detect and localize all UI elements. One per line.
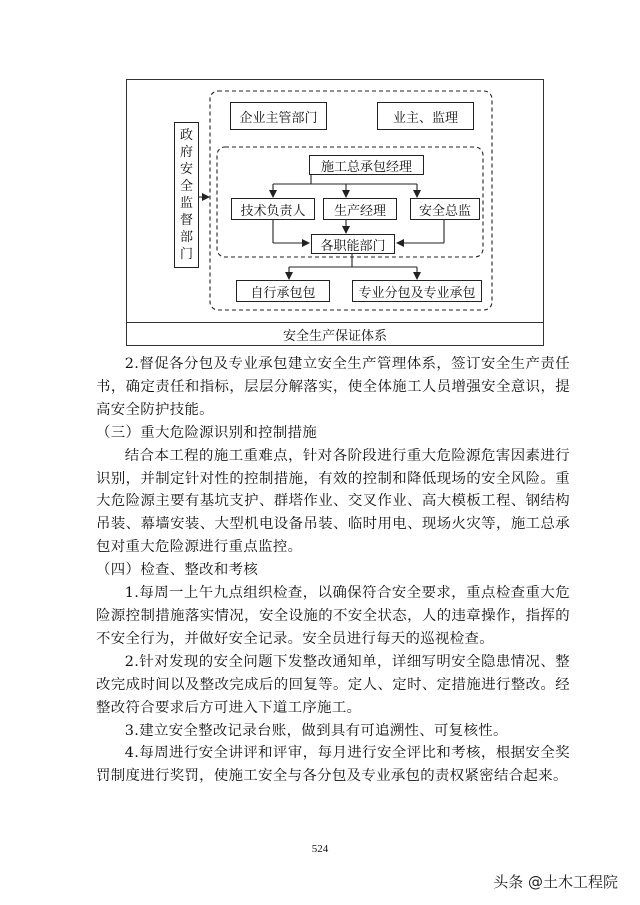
owner-supervisor-label: 业主、监理 [392,110,458,126]
page-number: 524 [311,843,329,855]
safety-chief-label: 安全总监 [418,203,471,219]
safety-system-diagram [126,79,544,346]
diagram-caption [127,322,543,345]
paragraph-6: 4.每周进行安全讲评和评审，每月进行安全评比和考核，根据安全奖罚制度进行奖罚，使施工安全与各分包及专业承包的责权紧密结合起来。 [96,745,570,785]
production-manager-box [323,198,397,220]
paragraph-5: 3.建立安全整改记录台账，做到具有可追溯性、可复核性。 [124,722,508,739]
self-contract-label: 自行承包包 [250,285,316,301]
watermark-label: 头条 @土木工程院 [493,873,618,891]
self-contract-box [236,280,330,302]
tech-lead-box [231,198,315,220]
paragraph-3: 1.每周一上午九点组织检查，以确保符合安全要求，重点检查重大危险源控制措施落实情况，安全设施的不安全状态，人的违章操作，指挥的不安全行为，并做好安全记录。安全员进行每天的巡视检查。 [96,585,570,647]
paragraph-2: 结合本工程的施工重难点，针对各阶段进行重大危险源危害因素进行识别，并制定针对性的控制措施，有效的控制和降低现场的安全风险。重大危险源主要有基坑支护、群塔作业、交叉作业、高大模板工程、钢结构吊装、幕墙安装、大型机电设备吊装、临时用电、现场火灾等，施工总承包对重大危险源进行重点监控。 [96,447,570,556]
gov-safety-dept-label: 政府安全监督部门 [179,128,193,262]
paragraph-1: 2.督促各分包及专业承包建立安全生产管理体系，签订安全生产责任书，确定责任和指标，层层分解落实，使全体施工人员增强安全意识，提高安全防护技能。 [96,356,570,418]
departments-label: 各职能部门 [320,238,386,254]
section-heading-4: （四）检查、整改和考核 [96,562,259,579]
departments-box [311,234,395,254]
owner-supervisor-box [377,102,474,130]
gov-safety-dept-box [174,122,199,268]
tech-lead-label: 技术负责人 [240,203,306,219]
enterprise-dept-box [230,102,327,130]
safety-chief-box [410,198,480,220]
watermark [493,871,618,892]
diagram-caption-label: 安全生产保证体系 [282,328,387,344]
body-text [96,353,570,788]
enterprise-dept-label: 企业主管部门 [239,110,318,126]
general-manager-box [309,155,424,175]
production-manager-label: 生产经理 [333,203,386,219]
paragraph-4: 2.针对发现的安全问题下发整改通知单，详细写明安全隐患情况、整改完成时间以及整改完成后的回复等。定人、定时、定措施进行整改。经整改符合要求后方可进入下道工序施工。 [96,653,570,716]
section-heading-3: （三）重大危险源识别和控制措施 [96,424,318,441]
general-manager-label: 施工总承包经理 [320,159,412,175]
sub-contract-label: 专业分包及专业承包 [358,285,476,301]
sub-contract-box [352,280,482,302]
